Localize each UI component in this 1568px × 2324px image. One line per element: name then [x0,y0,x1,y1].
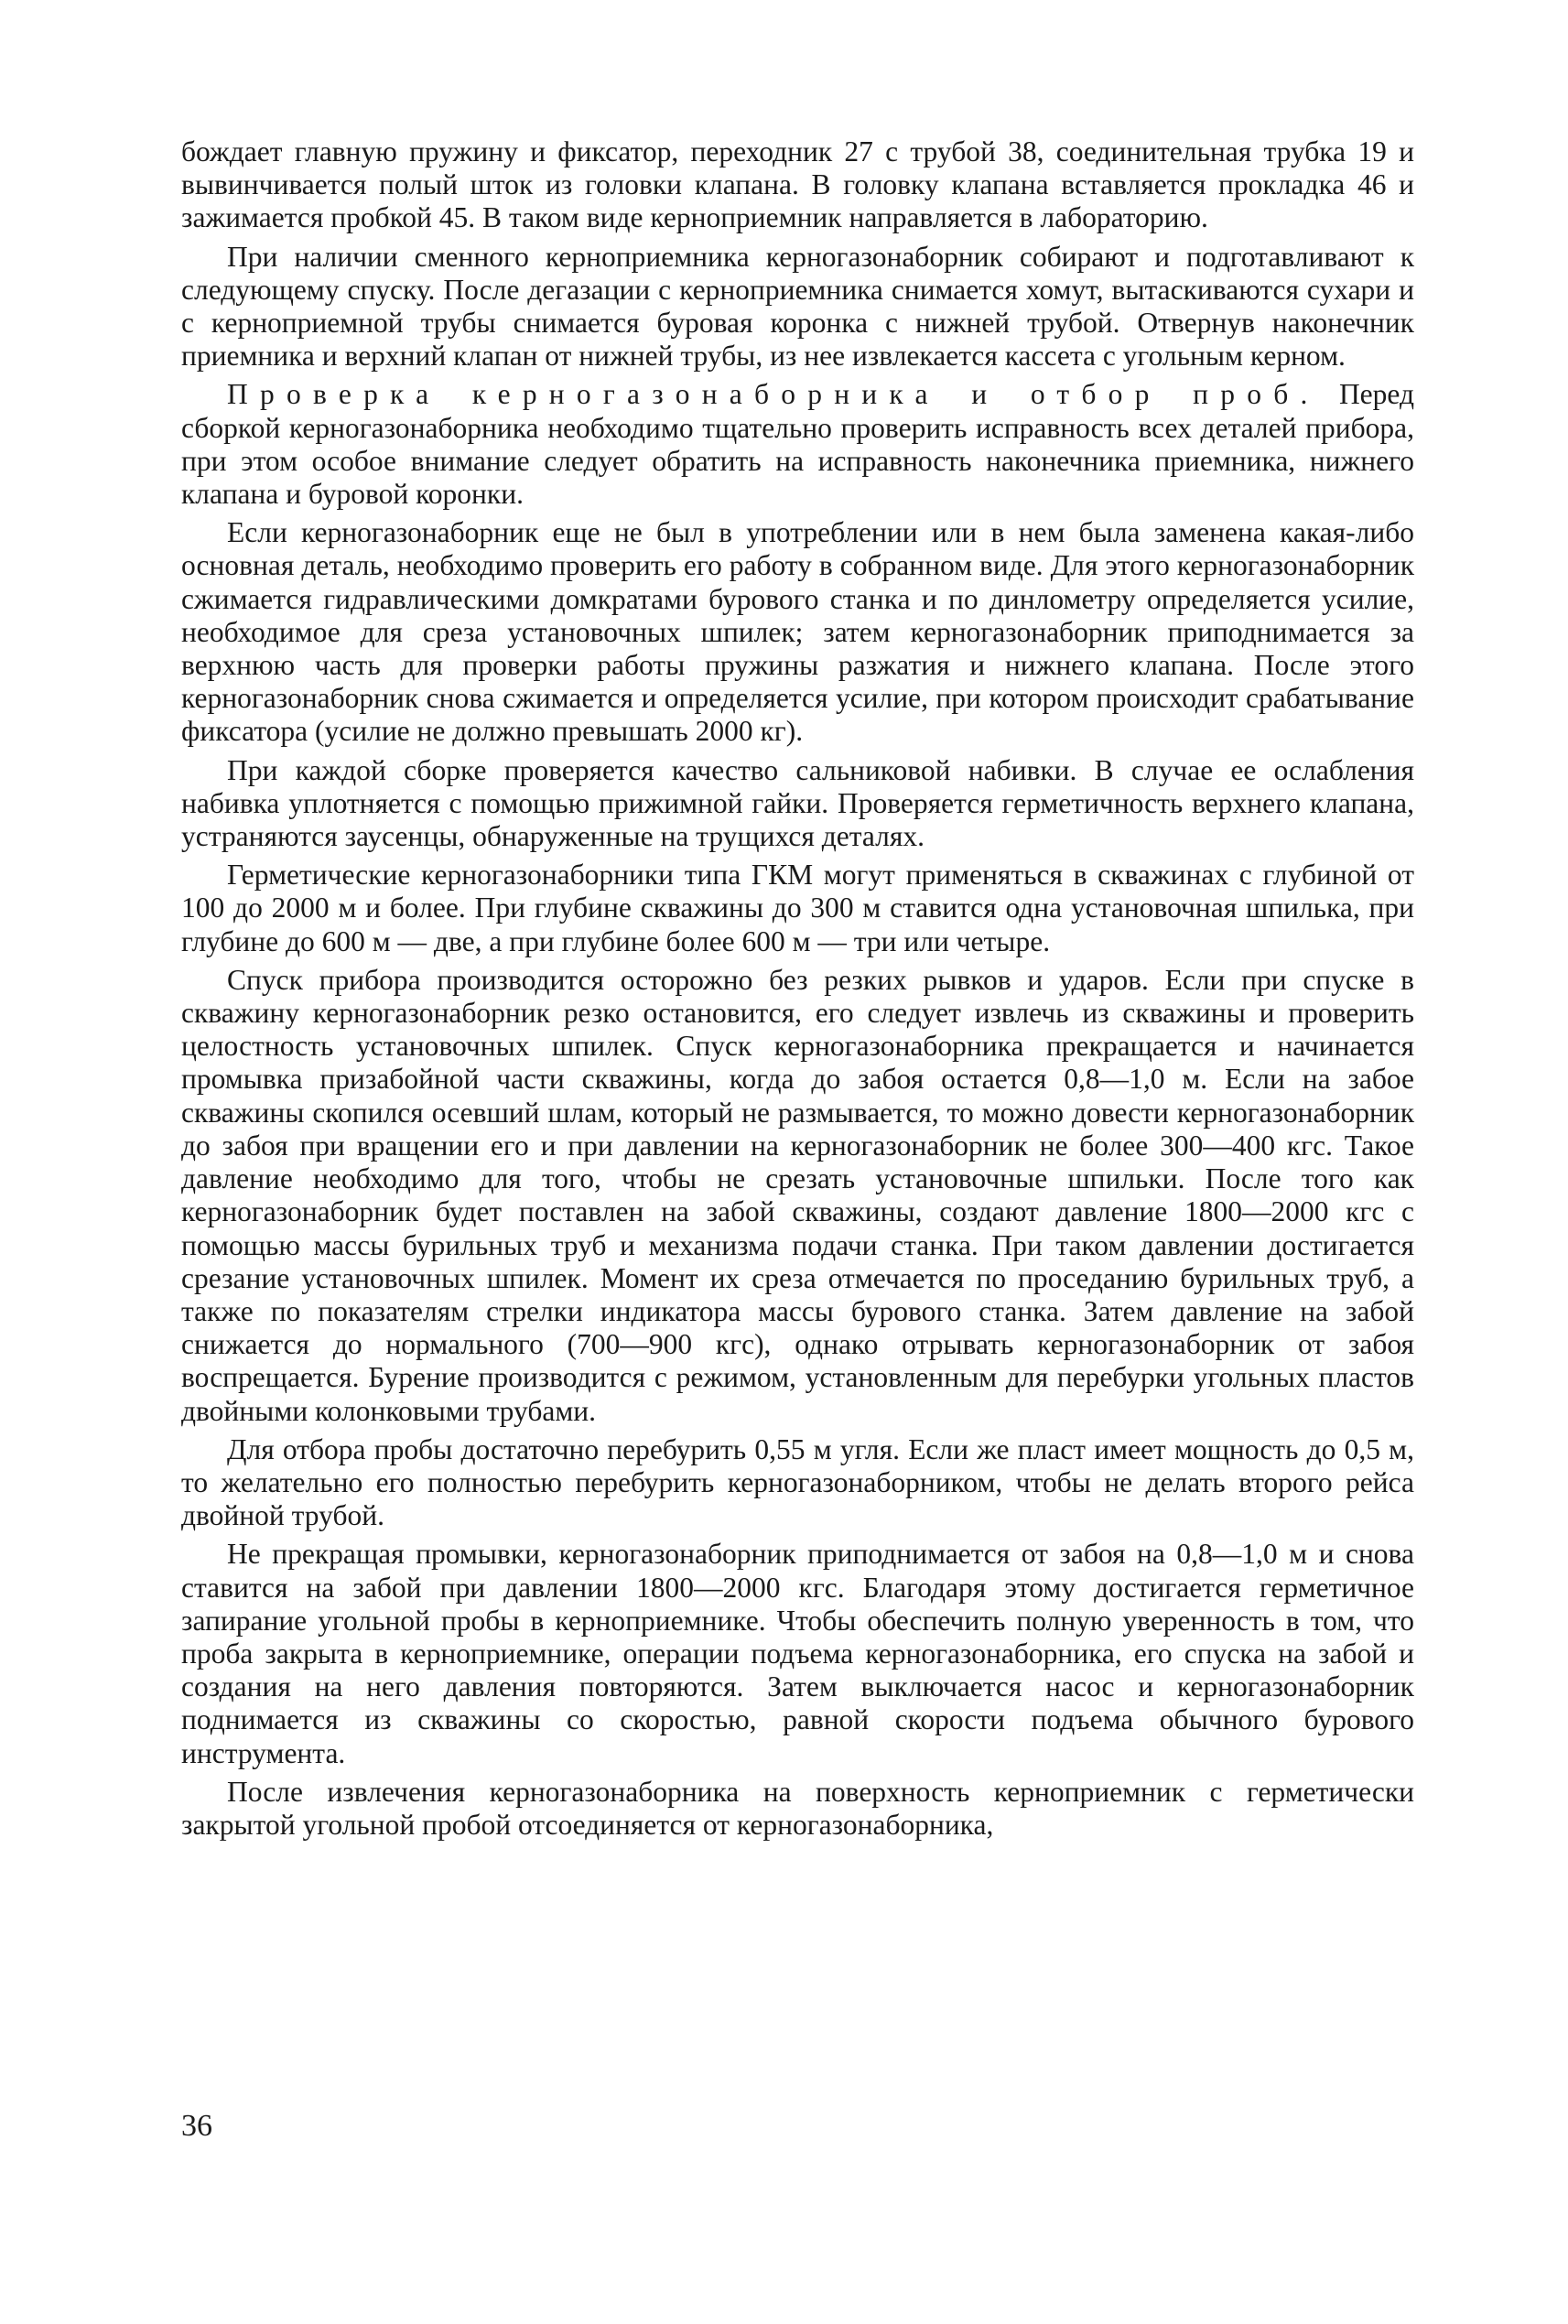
paragraph-last: После извлечения керногазонаборника на поверхность керноприемник с герметически закрытой угольной пробой отсоединяется от керногазонаборника, [181,1775,1414,1841]
section-heading: Проверка керногазонаборника и отбор проб. [227,378,1320,411]
section-paragraph [181,378,1414,511]
page-number: 36 [181,2109,212,2143]
paragraph: При каждой сборке проверяется качество сальниковой набивки. В случае ее ослабления набивка уплотняется с помощью прижимной гайки. Проверяется герметичность верхнего клапана, устраняются заусенцы, обнаруженные на трущихся деталях. [181,753,1414,853]
paragraph: Если керногазонаборник еще не был в употреблении или в нем была заменена какая-либо основная деталь, необходимо проверить его работу в собранном виде. Для этого керногазонаборник сжимается гидравлическими домкратами бурового станка и по динлометру определяется усилие, необходимое для среза установочных шпилек; затем керногазонаборник приподнимается за верхнюю часть для проверки работы пружины разжатия и нижнего клапана. После этого керногазонаборник снова сжимается и определяется усилие, при котором происходит срабатывание фиксатора (усилие не должно превышать 2000 кг). [181,516,1414,748]
paragraph: Для отбора пробы достаточно перебурить 0,55 м угля. Если же пласт имеет мощность до 0,5 м, то желательно его полностью перебурить керногазонаборником, чтобы не делать второго рейса двойной трубой. [181,1432,1414,1532]
paragraph: При наличии сменного керноприемника керногазонаборник собирают и подготавливают к следующему спуску. После дегазации с керноприемника снимается хомут, вытаскиваются сухари и с керноприемной трубы снимается буровая коронка с нижней трубой. Отвернув наконечник приемника и верхний клапан от нижней трубы, из нее извлекается кассета с угольным керном. [181,240,1414,373]
paragraph-continued: бождает главную пружину и фиксатор, переходник 27 с трубой 38, соединительная трубка 19 и вывинчивается полый шток из головки клапана. В головку клапана вставляется прокладка 46 и зажимается пробкой 45. В таком виде керноприемник направляется в лабораторию. [181,135,1414,234]
paragraph: Не прекращая промывки, керногазонаборник приподнимается от забоя на 0,8—1,0 м и снова ставится на забой при давлении 1800—2000 кгс. Благодаря этому достигается герметичное запирание угольной пробы в керноприемнике. Чтобы обеспечить полную уверенность в том, что проба закрыта в керноприемнике, операции подъема керногазонаборника, его спуска на забой и создания на него давления повторяются. Затем выключается насос и керногазонаборник поднимается из скважины со скоростью, равной скорости подъема обычного бурового инструмента. [181,1538,1414,1769]
paragraph: Герметические керногазонаборники типа ГКМ могут применяться в скважинах с глубиной от 100 до 2000 м и более. При глубине скважины до 300 м ставится одна установочная шпилька, при глубине до 600 м — две, а при глубине более 600 м — три или четыре. [181,859,1414,957]
section-text: Перед сборкой керногазонаборника необходимо тщательно проверить исправность всех деталей прибора, при этом особое внимание следует обратить на исправность наконечника приемника, нижнего клапана и буровой коронки. [181,378,1415,511]
page-body [181,135,1414,1842]
paragraph: Спуск прибора производится осторожно без резких рывков и ударов. Если при спуске в скважину керногазонаборник резко остановится, его следует извлечь из скважины и проверить целостность установочных шпилек. Спуск керногазонаборника прекращается и начинается промывка призабойной части скважины, когда до забоя остается 0,8—1,0 м. Если на забое скважины скопился осевший шлам, который не размывается, то можно довести керногазонаборник до забоя при вращении его и при давлении на керногазонаборник не более 300—400 кгс. Такое давление необходимо для того, чтобы не срезать установочные шпильки. После того как керногазонаборник будет поставлен на забой скважины, создают давление 1800—2000 кгс с помощью массы бурильных труб и механизма подачи станка. При таком давлении достигается срезание установочных шпилек. Момент их среза отмечается по проседанию бурильных труб, а также по показателям стрелки индикатора массы бурового станка. Затем давление на забой снижается до нормального (700—900 кгс), однако отрывать керногазонаборник от забоя воспрещается. Бурение производится с режимом, установленным для перебурки угольных пластов двойными колонковыми трубами. [181,963,1414,1427]
